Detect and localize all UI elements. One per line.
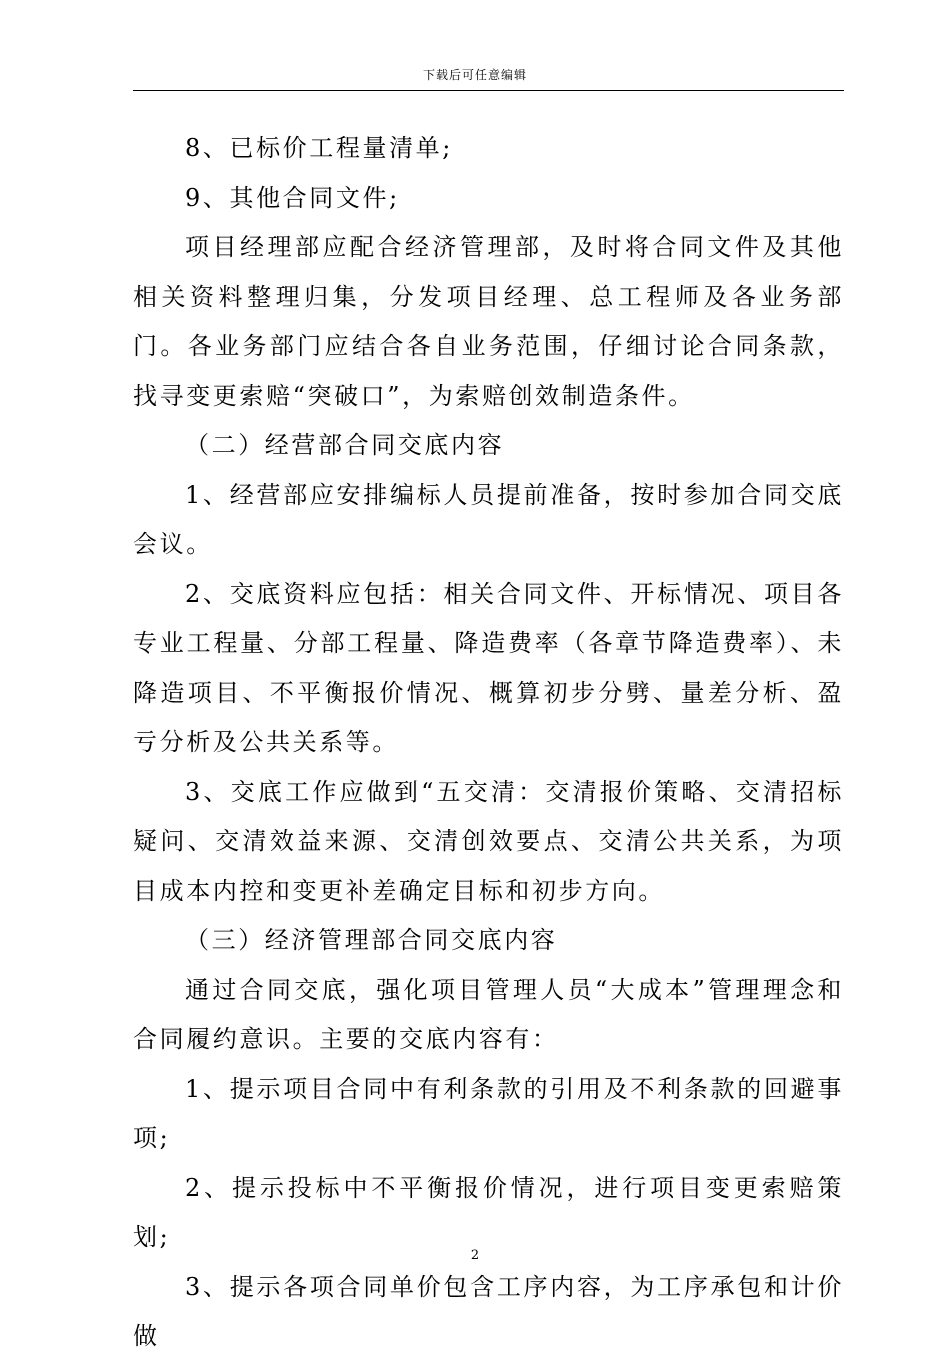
paragraph-business-1: 1、经营部应安排编标人员提前准备，按时参加合同交底会议。: [133, 480, 844, 558]
header-rule: [133, 90, 844, 91]
document-body: [133, 124, 844, 1362]
paragraph-econ-1: 1、提示项目合同中有利条款的引用及不利条款的回避事项;: [133, 1074, 844, 1152]
paragraph-econ-intro: 通过合同交底，强化项目管理人员“大成本”管理理念和合同履约意识。主要的交底内容有：: [133, 975, 844, 1053]
paragraph-econ-3: 3、提示各项合同单价包含工序内容，为工序承包和计价做: [133, 1272, 844, 1350]
paragraph-business-3: 3、交底工作应做到“五交清：交清报价策略、交清招标疑问、交清效益来源、交清创效要点、交清公共关系，为项目成本内控和变更补差确定目标和初步方向。: [133, 777, 844, 905]
page-header: 下载后可任意编辑: [422, 68, 527, 82]
paragraph-business-2: 2、交底资料应包括：相关合同文件、开标情况、项目各专业工程量、分部工程量、降造费率（各章节降造费率）、未降造项目、不平衡报价情况、概算初步分劈、量差分析、盈亏分析及公共关系等。: [133, 579, 844, 756]
section-heading-2: （二）经营部合同交底内容: [185, 431, 505, 459]
paragraph-item-9: 9、其他合同文件;: [185, 183, 400, 212]
page-number: 2: [470, 1248, 480, 1263]
section-heading-3: （三）经济管理部合同交底内容: [185, 926, 558, 954]
paragraph-project-dept: 项目经理部应配合经济管理部，及时将合同文件及其他相关资料整理归集，分发项目经理、总工程师及各业务部门。各业务部门应结合各自业务范围，仔细讨论合同条款，找寻变更索赔“突破口”，为索赔创效制造条件。: [133, 233, 844, 410]
paragraph-item-8: 8、已标价工程量清单;: [185, 134, 453, 162]
paragraph-econ-2: 2、提示投标中不平衡报价情况，进行项目变更索赔策划;: [133, 1173, 844, 1251]
